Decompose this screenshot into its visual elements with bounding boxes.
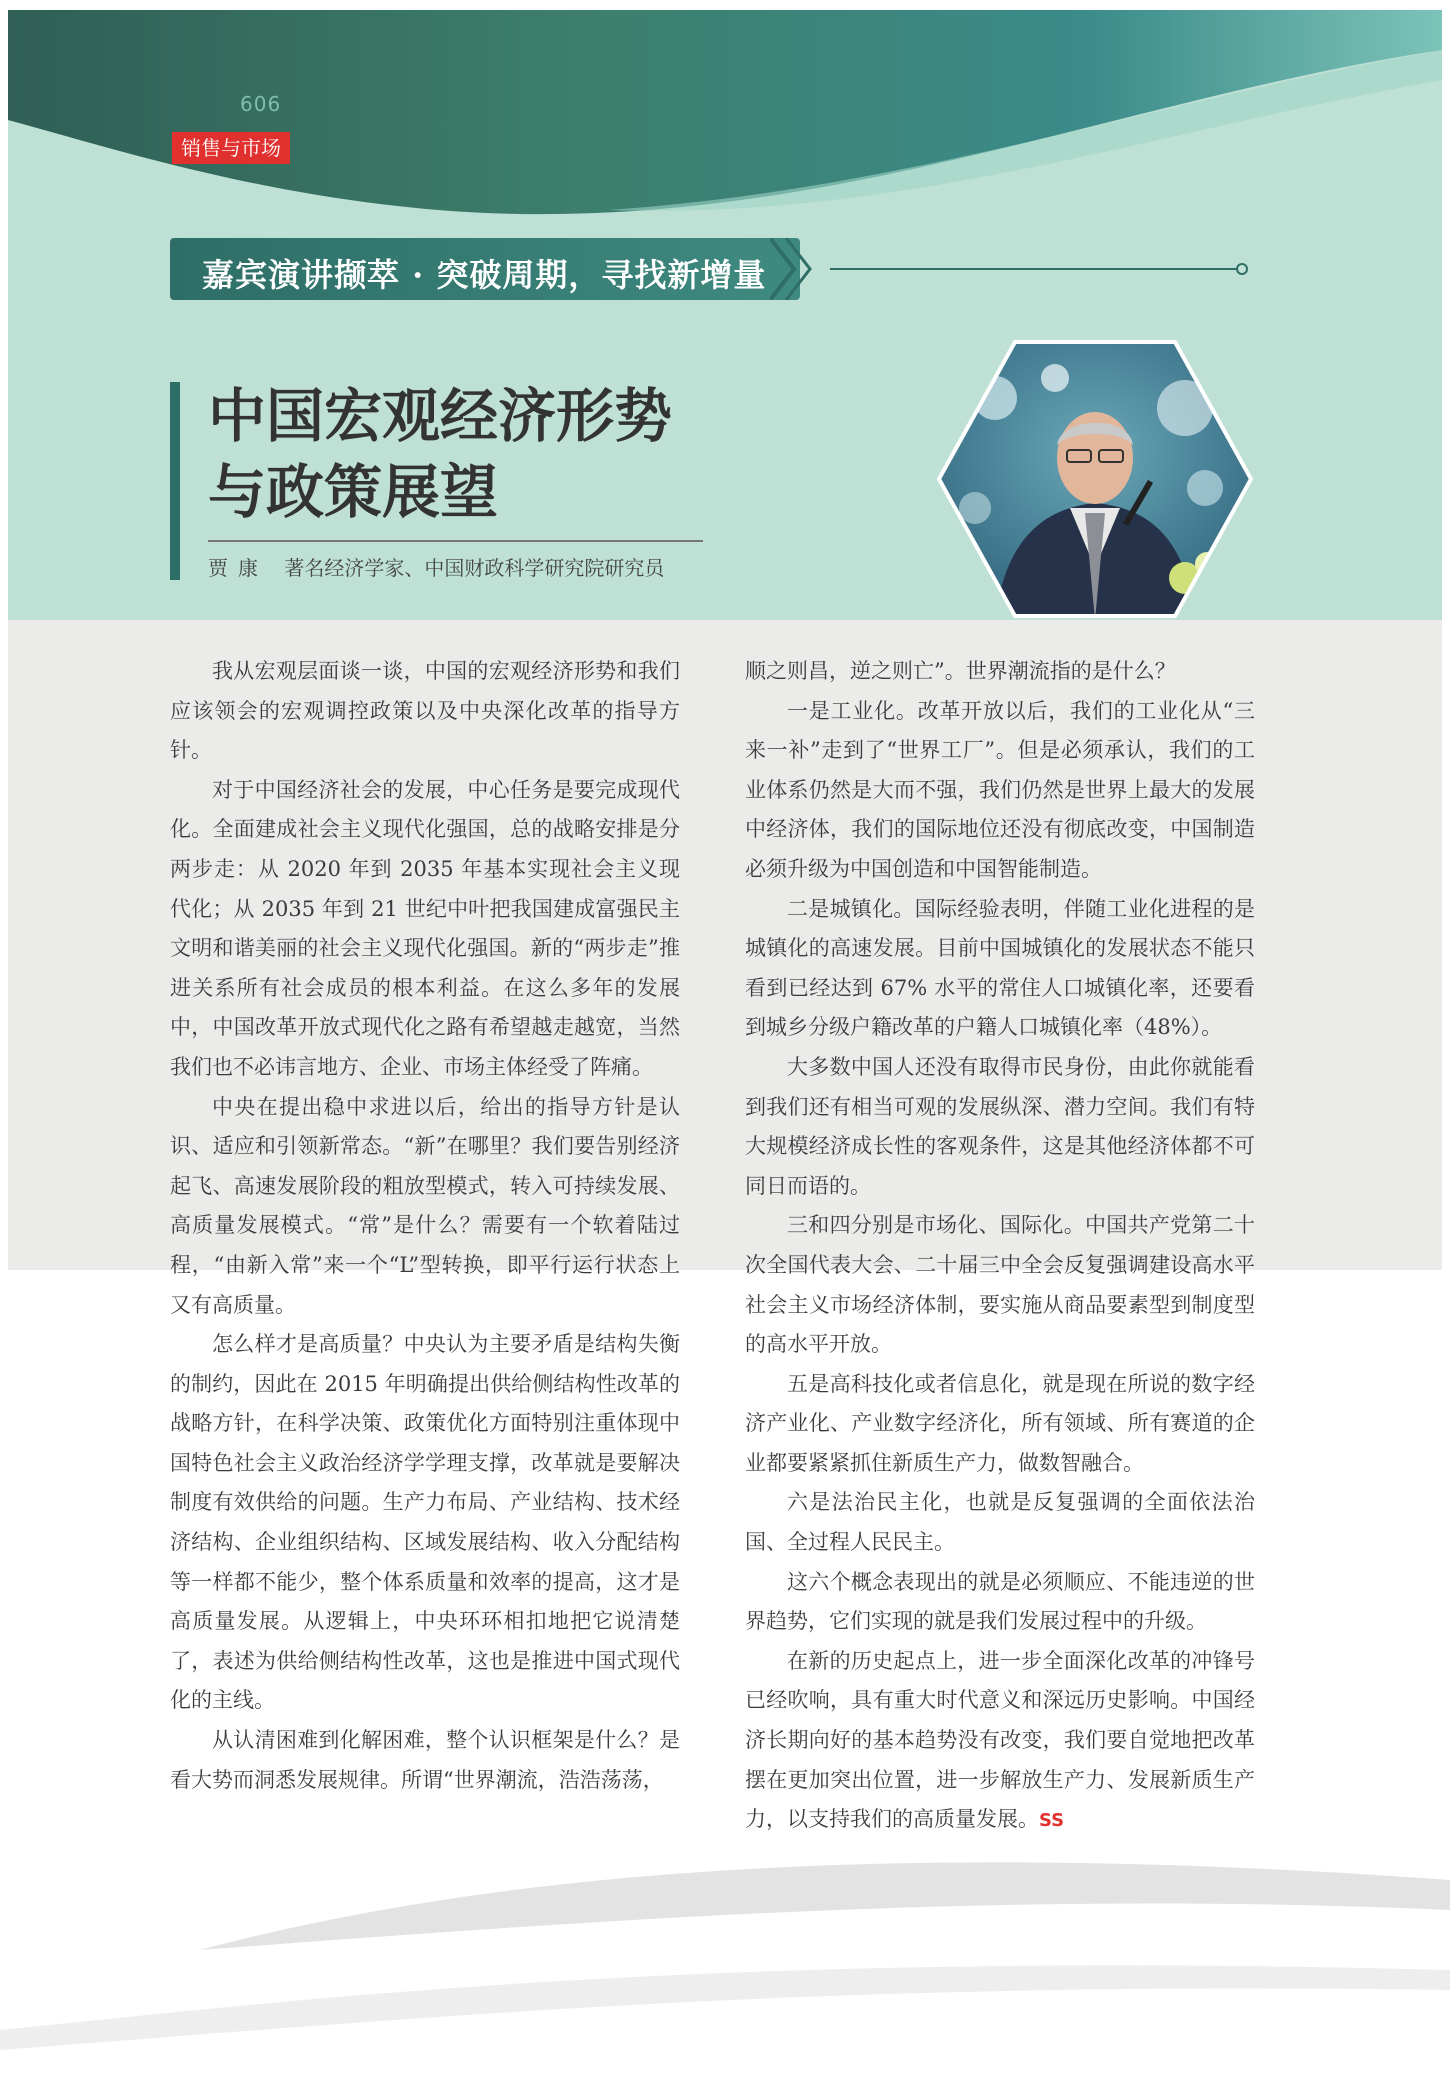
speaker-portrait <box>935 338 1255 620</box>
double-chevron-icon <box>770 238 830 300</box>
title-rule <box>208 540 703 542</box>
paragraph: 六是法治民主化，也就是反复强调的全面依法治国、全过程人民民主。 <box>745 1490 1255 1555</box>
title-line-2: 与政策展望 <box>208 458 499 526</box>
paragraph: 怎么样才是高质量？中央认为主要矛盾是结构失衡的制约，因此在 2015 年明确提出供给侧结构性改革的战略方针，在科学决策、政策优化方面特别注重体现中国特色社会主义政治经济学学理支撑，改革就是要解决制度有效供给的问题。生产力布局、产业结构、技术经济结构、企业组织结构、区域发展结构、收入分配结构等一样都不能少，整个体系质量和效率的提高，这才是高质量发展。从逻辑上，中央环环相扣地把它说清楚了，表述为供给侧结构性改革，这也是推进中国式现代化的主线。 <box>170 1332 680 1713</box>
section-tag: 销售与市场 <box>172 132 290 164</box>
page-number: 606 <box>240 92 282 116</box>
paragraph: 这六个概念表现出的就是必须顺应、不能违逆的世界趋势，它们实现的就是我们发展过程中的升级。 <box>745 1569 1255 1634</box>
banner-end-dot <box>1236 263 1248 275</box>
article-right-column <box>745 652 1255 1841</box>
banner-box <box>170 238 800 300</box>
paragraph-final-text: 在新的历史起点上，进一步全面深化改革的冲锋号已经吹响，具有重大时代意义和深远历史影响。中国经济长期向好的基本趋势没有改变，我们要自觉地把改革摆在更加突出位置，进一步解放生产力、发展新质生产力，以支持我们的高质量发展。 <box>745 1648 1255 1832</box>
footer-swoosh-decoration <box>0 1800 1450 2100</box>
paragraph: 我从宏观层面谈一谈，中国的宏观经济形势和我们应该领会的宏观调控政策以及中央深化改革的指导方针。 <box>170 659 680 763</box>
paragraph-continued: 顺之则昌，逆之则亡”。世界潮流指的是什么？ <box>745 659 1176 683</box>
paragraph: 五是高科技化或者信息化，就是现在所说的数字经济产业化、产业数字经济化，所有领域、所有赛道的企业都要紧紧抓住新质生产力，做数智融合。 <box>745 1371 1255 1475</box>
paragraph: 对于中国经济社会的发展，中心任务是要完成现代化。全面建成社会主义现代化强国，总的战略安排是分两步走：从 2020 年到 2035 年基本实现社会主义现代化；从 2035 年到 21 世纪中叶把我国建成富强民主文明和谐美丽的社会主义现代化强国。新的“两步走”推进关系所有社会成员的根本利益。在这么多年的发展中，中国改革开放式现代化之路有希望越走越宽，当然我们也不必讳言地方、企业、市场主体经受了阵痛。 <box>170 777 680 1079</box>
paragraph: 中央在提出稳中求进以后，给出的指导方针是认识、适应和引领新常态。“新”在哪里？我们要告别经济起飞、高速发展阶段的粗放型模式，转入可持续发展、高质量发展模式。“常”是什么？需要有一个软着陆过程，“由新入常”来一个“L”型转换，即平行运行状态上又有高质量。 <box>170 1094 680 1317</box>
paragraph: 一是工业化。改革开放以后，我们的工业化从“三来一补”走到了“世界工厂”。但是必须承认，我们的工业体系仍然是大而不强，我们仍然是世界上最大的发展中经济体，我们的国际地位还没有彻底改变，中国制造必须升级为中国创造和中国智能制造。 <box>745 698 1255 881</box>
article-left-column <box>170 652 680 1800</box>
paragraph: 大多数中国人还没有取得市民身份，由此你就能看到我们还有相当可观的发展纵深、潜力空间。我们有特大规模经济成长性的客观条件，这是其他经济体都不可同日而语的。 <box>745 1054 1255 1198</box>
article-title <box>208 378 728 530</box>
column-banner <box>170 238 1260 306</box>
banner-text: 嘉宾演讲撷萃 · 突破周期，寻找新增量 <box>202 256 767 294</box>
title-accent-bar <box>170 382 180 580</box>
title-line-1: 中国宏观经济形势 <box>208 382 673 450</box>
paragraph: 三和四分别是市场化、国际化。中国共产党第二十次全国代表大会、二十届三中全会反复强调建设高水平社会主义市场经济体制，要实施从商品要素型到制度型的高水平开放。 <box>745 1213 1255 1357</box>
paragraph-final <box>745 1642 1255 1841</box>
paragraph: 二是城镇化。国际经验表明，伴随工业化进程的是城镇化的高速发展。目前中国城镇化的发展状态不能只看到已经达到 67% 水平的常住人口城镇化率，还要看到城乡分级户籍改革的户籍人口城镇化率（48%）。 <box>745 896 1255 1040</box>
author-role: 著名经济学家、中国财政科学研究院研究员 <box>284 556 665 580</box>
paragraph: 从认清困难到化解困难，整个认识框架是什么？是看大势而洞悉发展规律。所谓“世界潮流，浩浩荡荡， <box>170 1728 680 1792</box>
author-name: 贾康 <box>208 556 268 580</box>
byline <box>208 552 664 581</box>
banner-rule <box>830 268 1240 270</box>
end-mark-icon: SS <box>1039 1810 1065 1832</box>
